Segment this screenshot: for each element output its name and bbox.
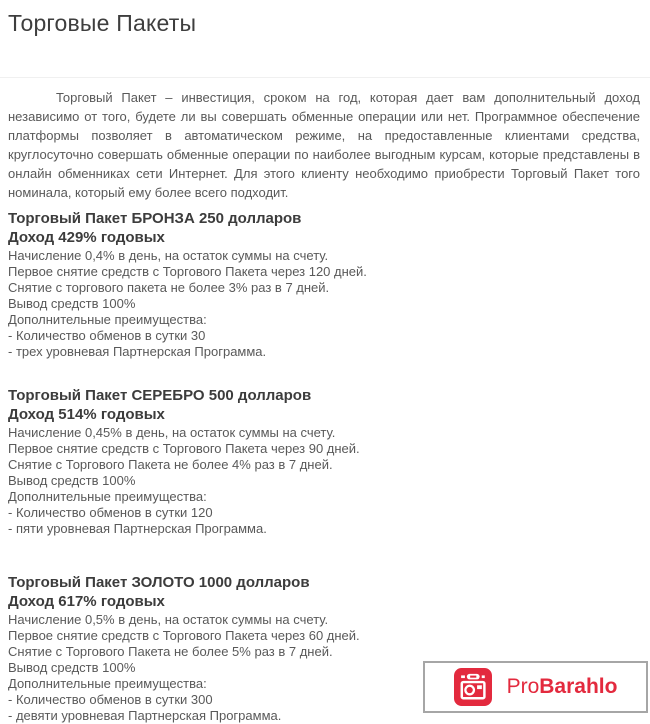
package-details [8, 425, 640, 537]
badge-label-barahlo: Barahlo [539, 675, 618, 698]
package-detail-line: - пяти уровневая Партнерская Программа. [8, 521, 267, 536]
package-detail-line: - Количество обменов в сутки 30 [8, 328, 206, 343]
package-detail-line: Первое снятие средств с Торгового Пакета через 60 дней. [8, 628, 360, 643]
package-section-silver [8, 386, 640, 537]
package-details [8, 248, 640, 360]
package-name: Торговый Пакет ЗОЛОТО 1000 долларов [8, 574, 310, 591]
package-detail-line: - девяти уровневая Партнерская Программа. [8, 708, 282, 723]
page-title: Торговые Пакеты [8, 10, 197, 36]
package-detail-line: Начисление 0,4% в день, на остаток суммы на счету. [8, 248, 329, 263]
package-yield: Доход 617% годовых [8, 593, 165, 610]
package-yield: Доход 514% годовых [8, 406, 165, 423]
package-detail-line: Начисление 0,5% в день, на остаток суммы на счету. [8, 612, 329, 627]
package-section-bronze [8, 209, 640, 360]
package-detail-line: - Количество обменов в сутки 120 [8, 505, 213, 520]
probarahlo-label [507, 675, 618, 699]
package-detail-line: Вывод средств 100% [8, 473, 136, 488]
package-detail-line: Начисление 0,45% в день, на остаток суммы на счету. [8, 425, 336, 440]
package-detail-line: Снятие с торгового пакета не более 3% раз в 7 дней. [8, 280, 330, 295]
badge-label-pro: Pro [506, 675, 540, 698]
package-name: Торговый Пакет БРОНЗА 250 долларов [8, 210, 302, 227]
camera-icon [454, 668, 492, 706]
package-detail-line: - трех уровневая Партнерская Программа. [8, 344, 267, 359]
package-detail-line: Вывод средств 100% [8, 660, 136, 675]
title-divider [0, 77, 650, 78]
package-detail-line: Дополнительные преимущества: [8, 312, 207, 327]
package-detail-line: Дополнительные преимущества: [8, 489, 207, 504]
main-content [0, 88, 650, 724]
package-detail-line: Снятие с Торгового Пакета не более 4% раз в 7 дней. [8, 457, 333, 472]
package-name: Торговый Пакет СЕРЕБРО 500 долларов [8, 387, 312, 404]
package-detail-line: Первое снятие средств с Торгового Пакета через 120 дней. [8, 264, 367, 279]
package-yield: Доход 429% годовых [8, 229, 165, 246]
package-detail-line: - Количество обменов в сутки 300 [8, 692, 213, 707]
package-detail-line: Дополнительные преимущества: [8, 676, 207, 691]
probarahlo-badge[interactable] [423, 661, 648, 713]
package-detail-line: Первое снятие средств с Торгового Пакета через 90 дней. [8, 441, 360, 456]
package-detail-line: Снятие с Торгового Пакета не более 5% раз в 7 дней. [8, 644, 333, 659]
intro-paragraph: Торговый Пакет – инвестиция, сроком на год, которая дает вам дополнительный доход независимо от того, будете ли вы совершать обменные операции или нет. Программное обеспечение платформы позволяет в автоматическом режиме, на предоставленные клиентами средства, круглосуточно совершать обменные операции по наиболее выгодным курсам, которые представлены в онлайн обменниках сети Интернет. Для этого клиенту необходимо приобрести Торговый Пакет того номинала, который ему более всего подходит. [8, 90, 640, 200]
package-detail-line: Вывод средств 100% [8, 296, 136, 311]
